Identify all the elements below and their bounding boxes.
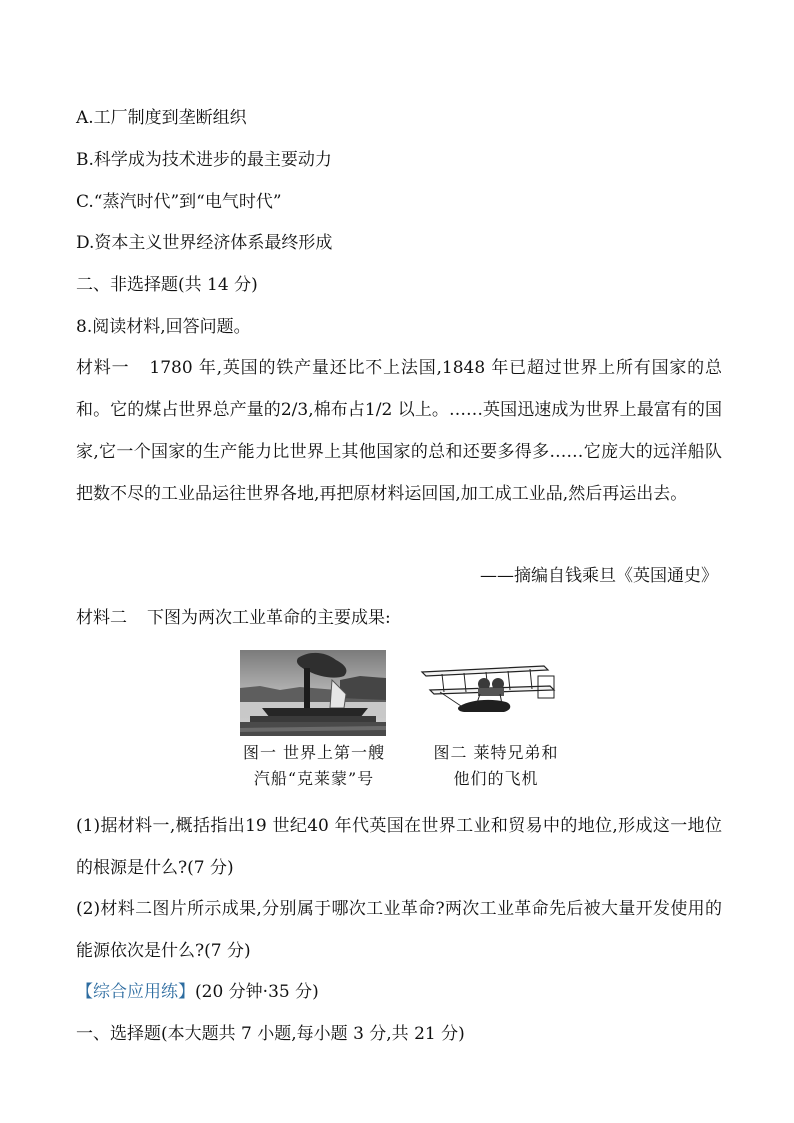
material-1-label: 材料一	[76, 358, 130, 378]
comprehensive-heading	[76, 981, 319, 1003]
material-2-label: 材料二	[76, 608, 127, 628]
comprehensive-meta: (20 分钟·35 分)	[195, 982, 319, 1002]
section-heading-nonchoice: 二、非选择题(共 14 分)	[76, 275, 258, 295]
option-a: A.工厂制度到垄断组织	[76, 108, 247, 128]
option-b: B.科学成为技术进步的最主要动力	[76, 150, 332, 170]
subquestion-1: (1)据材料一,概括指出19 世纪40 年代英国在世界工业和贸易中的地位,形成这一地位的根源是什么?(7 分)	[76, 816, 722, 878]
material-1	[76, 347, 722, 515]
material-1-source: ——摘编自钱乘旦《英国通史》	[480, 566, 718, 586]
airplane-image	[420, 662, 560, 724]
steamboat-image	[240, 650, 386, 736]
section-heading-choice: 一、选择题(本大题共 7 小题,每小题 3 分,共 21 分)	[76, 1024, 465, 1044]
figure-1-caption-line-1: 图一 世界上第一艘	[242, 743, 386, 762]
subquestion-2: (2)材料二图片所示成果,分别属于哪次工业革命?两次工业革命先后被大量开发使用的能源依次是什么?(7 分)	[76, 899, 722, 961]
figure-2-caption-line-2: 他们的飞机	[453, 769, 539, 788]
material-2	[76, 607, 391, 629]
material-1-text: 1780 年,英国的铁产量还比不上法国,1848 年已超过世界上所有国家的总和。它的煤占世界总产量的2/3,棉布占1/2 以上。……英国迅速成为世界上最富有的国家,它一个国家的生产能力比世界上其他国家的总和还要多得多……它庞大的远洋船队把数不尽的工业品运往世界各地,再把原材料运回国,加工成工业品,然后再运出去。	[76, 358, 722, 504]
option-c: C.“蒸汽时代”到“电气时代”	[76, 192, 282, 212]
figure-1-caption-line-2: 汽船“克莱蒙”号	[253, 769, 375, 788]
option-d: D.资本主义世界经济体系最终形成	[76, 233, 333, 253]
comprehensive-title: 【综合应用练】	[76, 982, 195, 1002]
material-2-text: 下图为两次工业革命的主要成果:	[147, 608, 391, 628]
question-8-prompt: 8.阅读材料,回答问题。	[76, 317, 251, 337]
figure-2-caption-line-1: 图二 莱特兄弟和	[433, 743, 559, 762]
